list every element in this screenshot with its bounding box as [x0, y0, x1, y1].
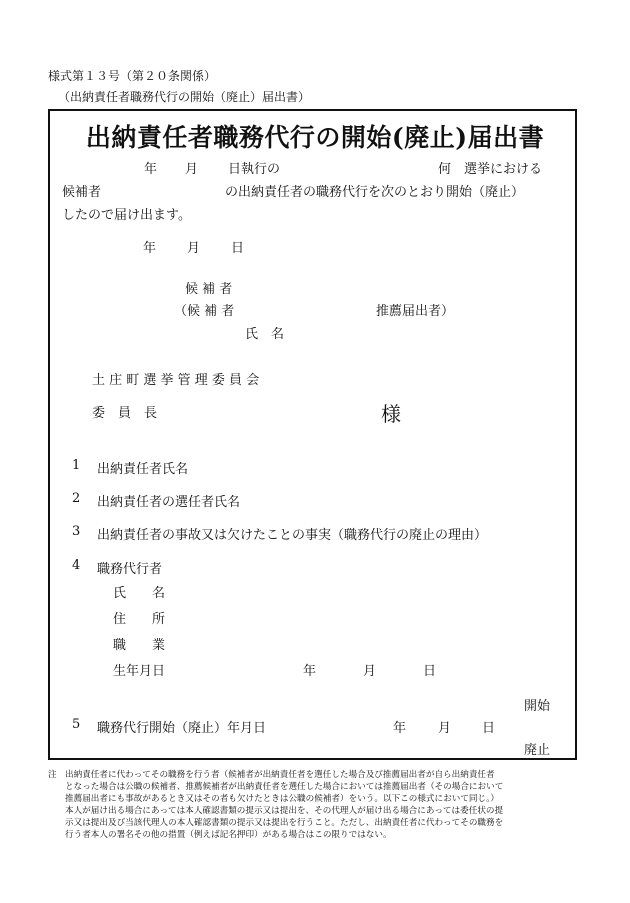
intro-election: 何 選挙における	[438, 162, 543, 177]
intro-text-line3: したので届け出ます。	[62, 208, 191, 223]
item5-number: 5	[72, 717, 81, 732]
intro-day: 日執行の	[228, 162, 281, 177]
date-year: 年	[143, 241, 157, 256]
item5-day: 日	[482, 721, 496, 736]
note-line: 推薦届出者にも事故があるとき又はその者も欠けたときは公職の候補者）をいう。以下この様式において同じ。）	[65, 794, 499, 804]
intro-text-line2: の出納責任者の職務代行を次のとおり開始（廃止）	[225, 185, 525, 200]
form-number: 様式第１３号（第２０条関係）	[48, 69, 217, 83]
item2-label: 出納責任者の選任者氏名	[97, 495, 241, 510]
intro-year: 年	[144, 162, 158, 177]
item3-number: 3	[72, 524, 81, 539]
item5-label: 職務代行開始（廃止）年月日	[97, 721, 267, 736]
note-line: 行う者本人の署名その他の措置（例えば記名押印）がある場合はこの限りではない。	[65, 830, 392, 840]
intro-candidate: 候補者	[62, 185, 102, 200]
item4-birth-day: 日	[423, 664, 437, 679]
item4-name-label: 氏 名	[113, 586, 166, 601]
intro-month: 月	[185, 162, 199, 177]
date-day: 日	[231, 241, 245, 256]
item3-label: 出納責任者の事故又は欠けたことの事実（職務代行の廃止の理由）	[97, 528, 488, 543]
item4-birth-month: 月	[363, 664, 377, 679]
item5-year: 年	[393, 721, 407, 736]
note-line	[48, 769, 588, 781]
item1-label: 出納責任者氏名	[97, 462, 189, 477]
signer-name-label: 氏 名	[245, 327, 285, 342]
honorific-sama: 様	[381, 402, 401, 426]
item2-number: 2	[72, 491, 81, 506]
item5-start: 開始	[524, 699, 551, 714]
item4-number: 4	[72, 558, 81, 573]
note-line: となった場合は公職の候補者、推薦候補者が出納責任者を選任した場合においては推薦届出者（その場合において	[65, 782, 504, 792]
item4-job-label: 職 業	[113, 638, 166, 653]
item4-label: 職務代行者	[97, 562, 163, 577]
note-prefix: 注	[48, 770, 57, 780]
date-month: 月	[187, 241, 201, 256]
item4-birth-year: 年	[303, 664, 317, 679]
page-title: 出納責任者職務代行の開始(廃止)届出書	[85, 123, 545, 152]
item1-number: 1	[72, 458, 81, 473]
item5-month: 月	[438, 721, 452, 736]
note-line: 示又は提出及び当該代理人の本人確認書類の提示又は提出を行うこと。ただし、出納責任者に代わってその職務を	[65, 818, 504, 828]
item4-address-label: 住 所	[113, 612, 166, 627]
note-text: 出納責任者に代わってその職務を行う者（候補者が出納責任者を選任した場合及び推薦届出者が自ら出納責任者	[65, 770, 495, 780]
signer-recommender-open: （候 補 者	[174, 304, 235, 319]
committee-name: 土 庄 町 選 挙 管 理 委 員 会	[92, 373, 260, 388]
notes	[48, 769, 588, 841]
chairman-label: 委 員 長	[92, 406, 158, 421]
item4-birth-label: 生年月日	[113, 664, 166, 679]
item5-end: 廃止	[524, 743, 551, 758]
signer-recommender-close: 推薦届出者）	[376, 304, 455, 319]
signer-candidate: 候 補 者	[185, 282, 233, 297]
form-subtitle: （出納責任者職務代行の開始（廃止）届出書）	[58, 90, 311, 104]
note-line: 本人が届け出る場合にあっては本人確認書類の提示又は提出を、その代理人が届け出る場合にあっては委任状の提	[65, 806, 504, 816]
